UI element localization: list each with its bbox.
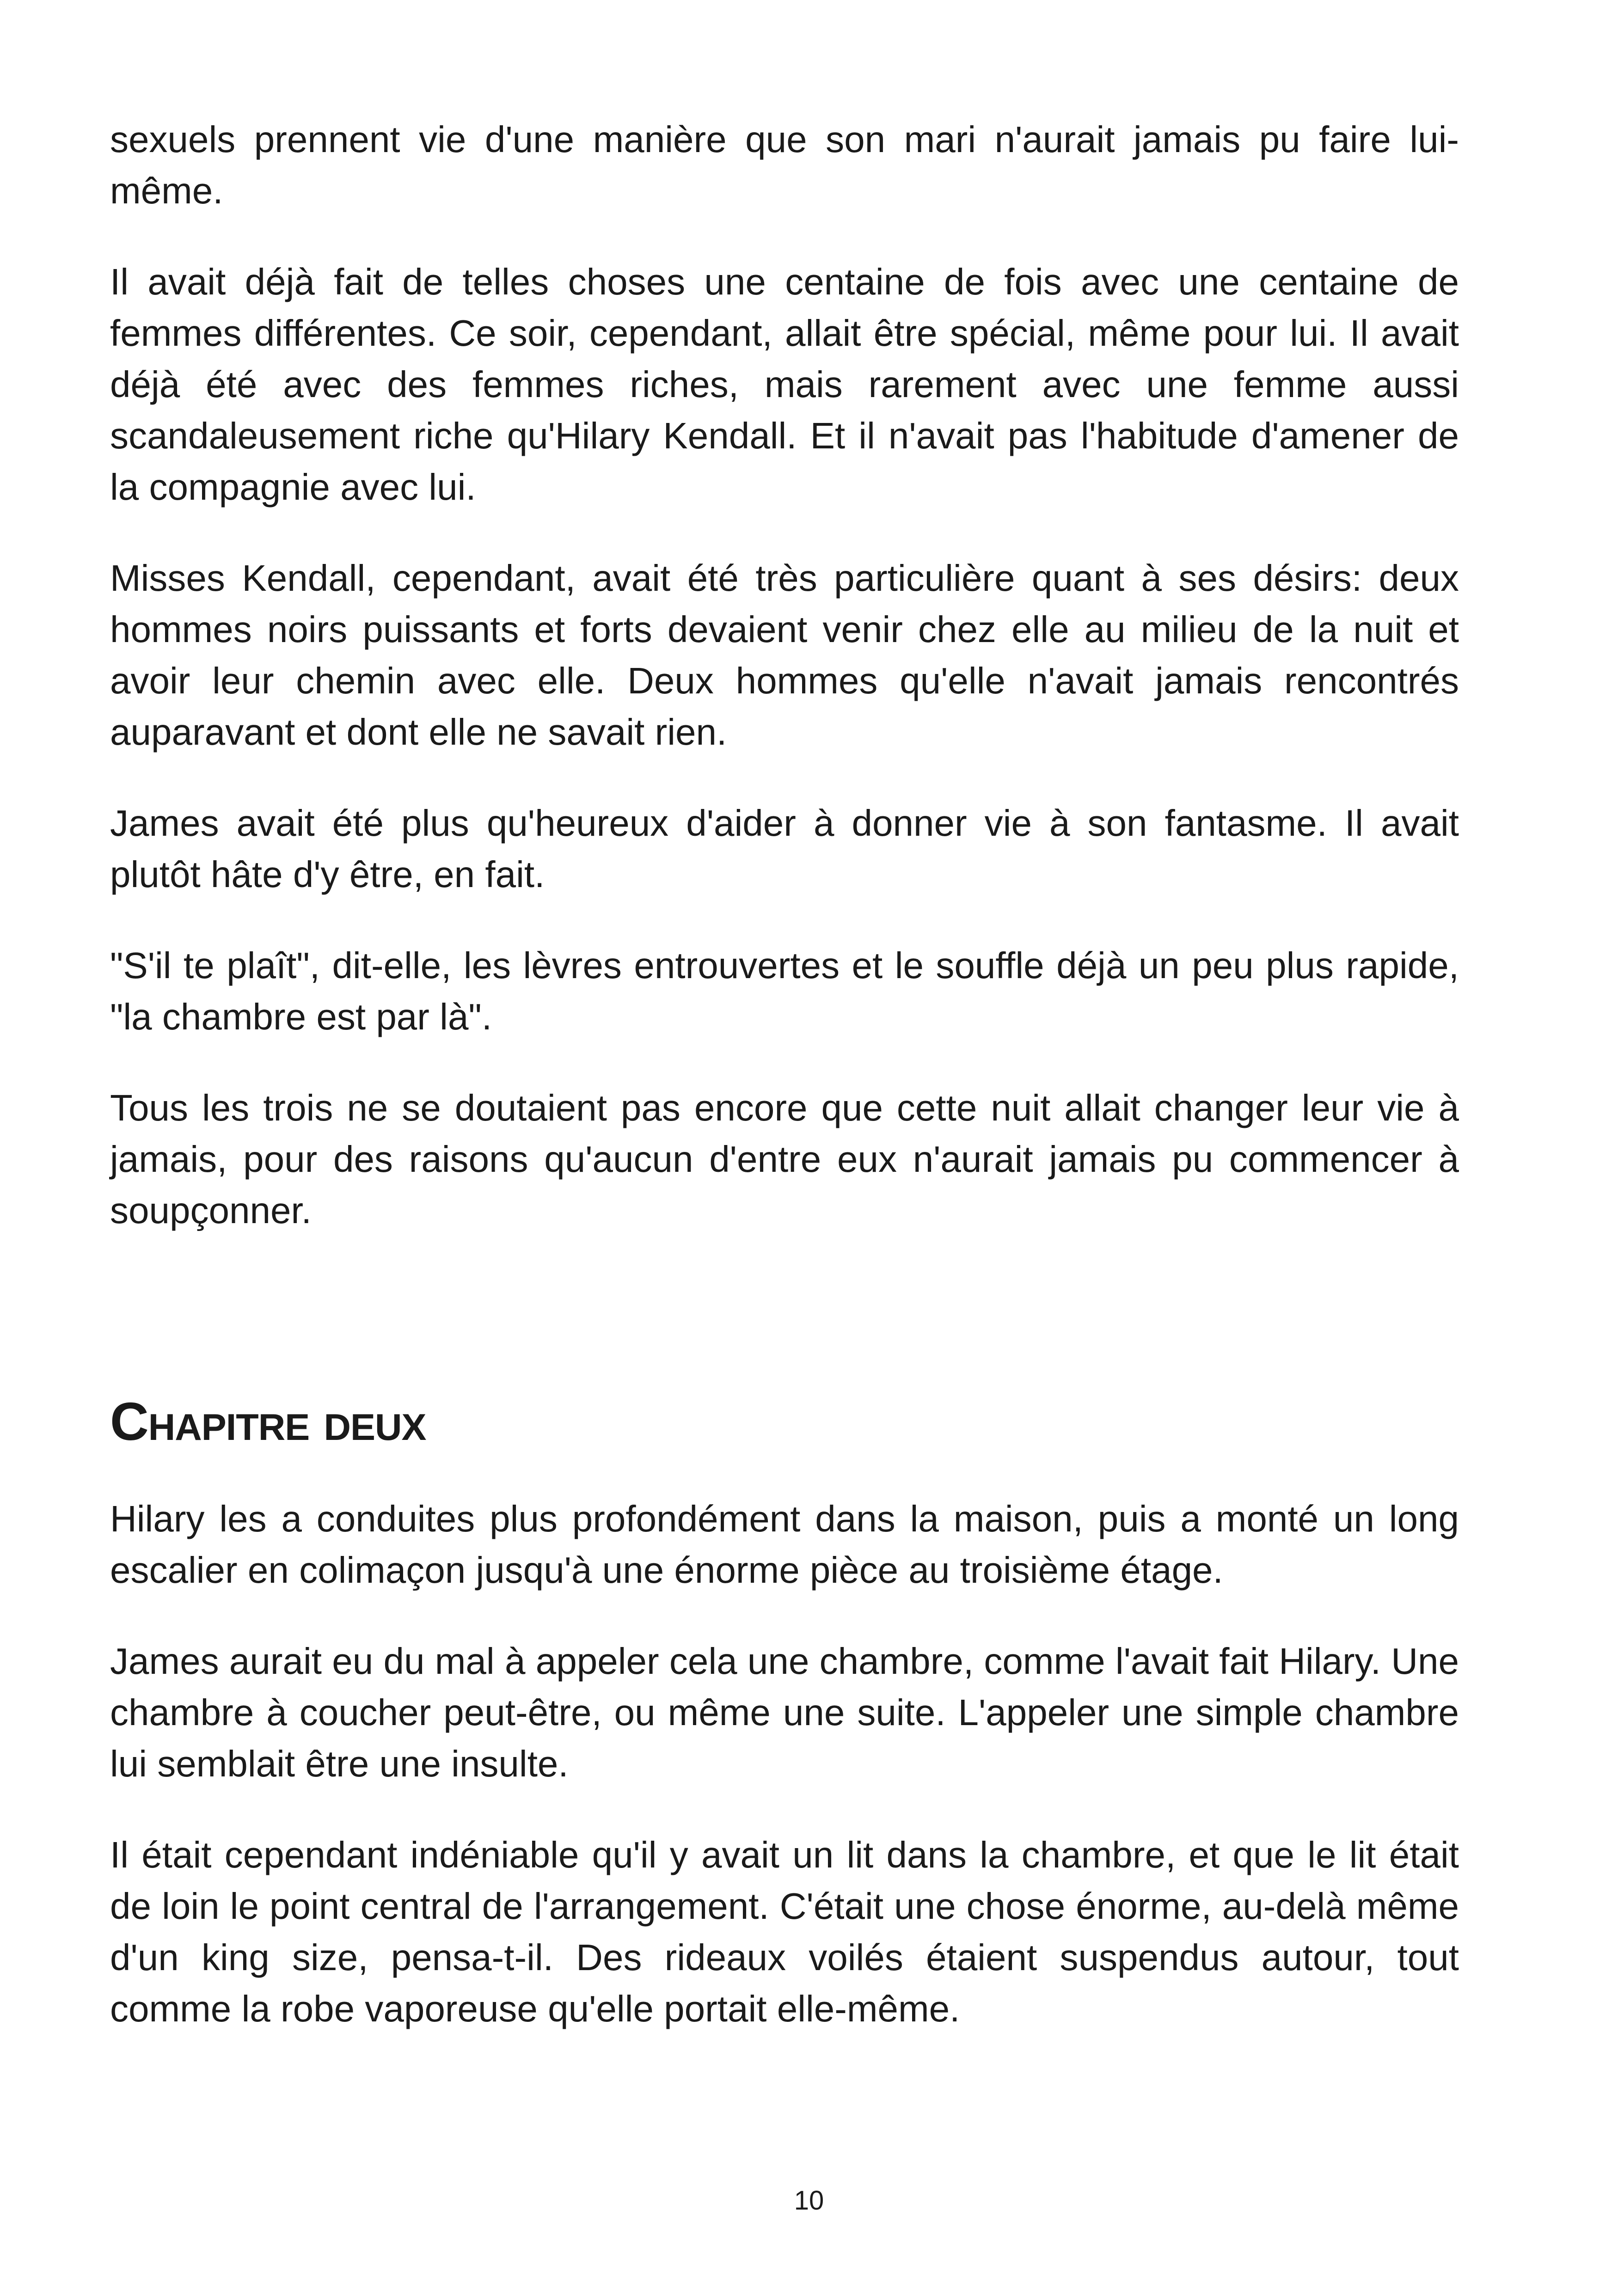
paragraph: Tous les trois ne se doutaient pas encore que cette nuit allait changer leur vie à jamais, pour des raisons qu'aucun d'entre eux n'aurait jamais pu commencer à soupçonner. (110, 1087, 1459, 1231)
paragraph: sexuels prennent vie d'une manière que son mari n'aurait jamais pu faire lui-même. (110, 119, 1459, 211)
paragraph: James aurait eu du mal à appeler cela une chambre, comme l'avait fait Hilary. Une chambre à coucher peut-être, ou même une suite. L'appeler une simple chambre lui semblait être une insulte. (110, 1641, 1459, 1784)
paragraph: Misses Kendall, cependant, avait été très particulière quant à ses désirs: deux hommes noirs puissants et forts devaient venir chez elle au milieu de la nuit et avoir leur chemin avec elle. Deux hommes qu'elle n'avait jamais rencontrés auparavant et dont elle ne savait rien. (110, 557, 1459, 753)
chapter-heading: Chapitre deux (110, 1391, 426, 1451)
paragraph: "S'il te plaît", dit-elle, les lèvres entrouvertes et le souffle déjà un peu plus rapide, "la chambre est par là". (110, 945, 1459, 1037)
paragraph: James avait été plus qu'heureux d'aider à donner vie à son fantasme. Il avait plutôt hâte d'y être, en fait. (110, 802, 1459, 895)
page-number: 10 (794, 2186, 824, 2216)
paragraph: Il avait déjà fait de telles choses une centaine de fois avec une centaine de femmes différentes. Ce soir, cependant, allait être spécial, même pour lui. Il avait déjà été avec des femmes riches, mais rarement avec une femme aussi scandaleusement riche qu'Hilary Kendall. Et il n'avait pas l'habitude d'amener de la compagnie avec lui. (110, 261, 1459, 508)
paragraph: Il était cependant indéniable qu'il y avait un lit dans la chambre, et que le lit était de loin le point central de l'arrangement. C'était une chose énorme, au-delà même d'un king size, pensa-t-il. Des rideaux voilés étaient suspendus autour, tout comme la robe vaporeuse qu'elle portait elle-même. (110, 1834, 1459, 2029)
paragraph: Hilary les a conduites plus profondément dans la maison, puis a monté un long escalier en colimaçon jusqu'à une énorme pièce au troisième étage. (110, 1498, 1459, 1591)
body-text-chapter (110, 1493, 1459, 2034)
body-text-before-chapter (110, 114, 1459, 1236)
